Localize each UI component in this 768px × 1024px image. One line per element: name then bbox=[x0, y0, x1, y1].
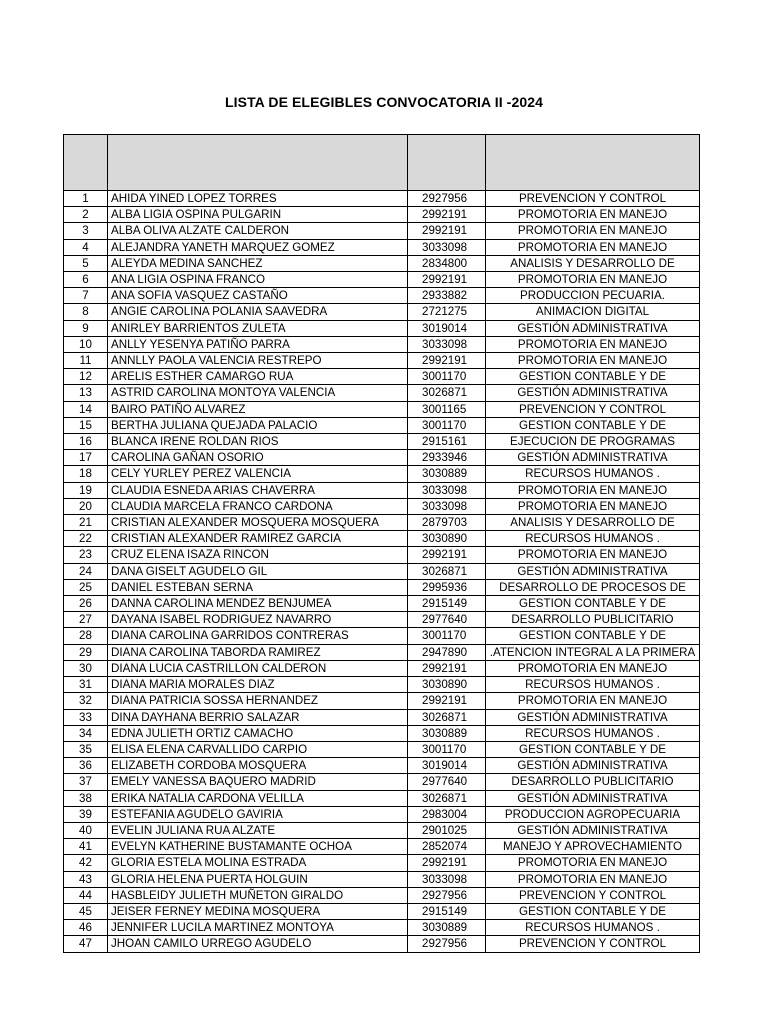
row-number: 44 bbox=[64, 887, 108, 903]
program-name: RECURSOS HUMANOS . bbox=[486, 531, 700, 547]
program-name: GESTIÓN ADMINISTRATIVA bbox=[486, 320, 700, 336]
program-code: 2992191 bbox=[408, 855, 486, 871]
program-name: PROMOTORIA EN MANEJO bbox=[486, 336, 700, 352]
person-name: ESTEFANIA AGUDELO GAVIRIA bbox=[108, 806, 408, 822]
program-code: 2721275 bbox=[408, 304, 486, 320]
table-row bbox=[64, 806, 700, 822]
program-name: DESARROLLO DE PROCESOS DE bbox=[486, 579, 700, 595]
row-number: 34 bbox=[64, 725, 108, 741]
document-title: LISTA DE ELEGIBLES CONVOCATORIA II -2024 bbox=[224, 94, 543, 110]
table-row bbox=[64, 385, 700, 401]
table-row bbox=[64, 579, 700, 595]
program-code: 2992191 bbox=[408, 223, 486, 239]
table-row bbox=[64, 353, 700, 369]
program-name: GESTION CONTABLE Y DE bbox=[486, 628, 700, 644]
person-name: BAIRO PATIÑO ALVAREZ bbox=[108, 401, 408, 417]
person-name: BERTHA JULIANA QUEJADA PALACIO bbox=[108, 417, 408, 433]
program-code: 2927956 bbox=[408, 887, 486, 903]
person-name: ANGIE CAROLINA POLANIA SAAVEDRA bbox=[108, 304, 408, 320]
program-name: GESTIÓN ADMINISTRATIVA bbox=[486, 385, 700, 401]
row-number: 10 bbox=[64, 336, 108, 352]
person-name: ANIRLEY BARRIENTOS ZULETA bbox=[108, 320, 408, 336]
table-row bbox=[64, 839, 700, 855]
program-name: GESTION CONTABLE Y DE bbox=[486, 417, 700, 433]
row-number: 11 bbox=[64, 353, 108, 369]
row-number: 8 bbox=[64, 304, 108, 320]
row-number: 30 bbox=[64, 660, 108, 676]
program-code: 3026871 bbox=[408, 385, 486, 401]
table-row bbox=[64, 255, 700, 271]
table-row bbox=[64, 401, 700, 417]
program-name: GESTION CONTABLE Y DE bbox=[486, 369, 700, 385]
program-code: 2933946 bbox=[408, 450, 486, 466]
row-number: 7 bbox=[64, 288, 108, 304]
row-number: 41 bbox=[64, 839, 108, 855]
person-name: DIANA CAROLINA GARRIDOS CONTRERAS bbox=[108, 628, 408, 644]
program-name: GESTION CONTABLE Y DE bbox=[486, 741, 700, 757]
program-name: PROMOTORIA EN MANEJO bbox=[486, 353, 700, 369]
person-name: ALBA LIGIA OSPINA PULGARIN bbox=[108, 207, 408, 223]
table-row bbox=[64, 774, 700, 790]
table-row bbox=[64, 660, 700, 676]
program-name: EJECUCION DE PROGRAMAS bbox=[486, 434, 700, 450]
person-name: ALBA OLIVA ALZATE CALDERON bbox=[108, 223, 408, 239]
program-code: 3001165 bbox=[408, 401, 486, 417]
row-number: 3 bbox=[64, 223, 108, 239]
row-number: 26 bbox=[64, 596, 108, 612]
table-row bbox=[64, 207, 700, 223]
program-name: PRODUCCION PECUARIA. bbox=[486, 288, 700, 304]
row-number: 21 bbox=[64, 515, 108, 531]
program-name: PREVENCION Y CONTROL bbox=[486, 401, 700, 417]
row-number: 5 bbox=[64, 255, 108, 271]
program-code: 2992191 bbox=[408, 207, 486, 223]
program-code: 3030889 bbox=[408, 466, 486, 482]
program-code: 3001170 bbox=[408, 741, 486, 757]
table-row bbox=[64, 304, 700, 320]
row-number: 24 bbox=[64, 563, 108, 579]
program-name: RECURSOS HUMANOS . bbox=[486, 920, 700, 936]
row-number: 20 bbox=[64, 498, 108, 514]
person-name: DIANA PATRICIA SOSSA HERNANDEZ bbox=[108, 693, 408, 709]
table-row bbox=[64, 871, 700, 887]
program-code: 2915149 bbox=[408, 903, 486, 919]
table-row bbox=[64, 563, 700, 579]
table-row bbox=[64, 288, 700, 304]
table-row bbox=[64, 515, 700, 531]
program-name: PRODUCCION AGROPECUARIA bbox=[486, 806, 700, 822]
table-row bbox=[64, 482, 700, 498]
table-row bbox=[64, 822, 700, 838]
table-row bbox=[64, 628, 700, 644]
program-code: 2992191 bbox=[408, 272, 486, 288]
row-number: 42 bbox=[64, 855, 108, 871]
program-name: ANALISIS Y DESARROLLO DE bbox=[486, 255, 700, 271]
program-code: 3033098 bbox=[408, 336, 486, 352]
row-number: 9 bbox=[64, 320, 108, 336]
row-number: 40 bbox=[64, 822, 108, 838]
person-name: CLAUDIA MARCELA FRANCO CARDONA bbox=[108, 498, 408, 514]
person-name: ALEJANDRA YANETH MARQUEZ GOMEZ bbox=[108, 239, 408, 255]
program-name: RECURSOS HUMANOS . bbox=[486, 725, 700, 741]
program-code: 2977640 bbox=[408, 612, 486, 628]
program-code: 3026871 bbox=[408, 709, 486, 725]
table-row bbox=[64, 920, 700, 936]
row-number: 13 bbox=[64, 385, 108, 401]
program-code: 2992191 bbox=[408, 353, 486, 369]
table-row bbox=[64, 223, 700, 239]
row-number: 46 bbox=[64, 920, 108, 936]
row-number: 23 bbox=[64, 547, 108, 563]
table-row bbox=[64, 903, 700, 919]
table-row bbox=[64, 741, 700, 757]
person-name: CRUZ ELENA ISAZA RINCON bbox=[108, 547, 408, 563]
row-number: 36 bbox=[64, 758, 108, 774]
program-code: 2992191 bbox=[408, 660, 486, 676]
program-code: 2947890 bbox=[408, 644, 486, 660]
program-name: .ATENCION INTEGRAL A LA PRIMERA bbox=[486, 644, 700, 660]
row-number: 38 bbox=[64, 790, 108, 806]
person-name: CAROLINA GAÑAN OSORIO bbox=[108, 450, 408, 466]
person-name: ASTRID CAROLINA MONTOYA VALENCIA bbox=[108, 385, 408, 401]
person-name: HASBLEIDY JULIETH MUÑETON GIRALDO bbox=[108, 887, 408, 903]
program-code: 2915149 bbox=[408, 596, 486, 612]
program-code: 3026871 bbox=[408, 563, 486, 579]
program-code: 3030889 bbox=[408, 725, 486, 741]
program-name: PROMOTORIA EN MANEJO bbox=[486, 207, 700, 223]
person-name: ANNLLY PAOLA VALENCIA RESTREPO bbox=[108, 353, 408, 369]
person-name: ARELIS ESTHER CAMARGO RUA bbox=[108, 369, 408, 385]
program-code: 3001170 bbox=[408, 628, 486, 644]
person-name: DANNA CAROLINA MENDEZ BENJUMEA bbox=[108, 596, 408, 612]
program-code: 3019014 bbox=[408, 320, 486, 336]
program-code: 3033098 bbox=[408, 871, 486, 887]
row-number: 12 bbox=[64, 369, 108, 385]
table-row bbox=[64, 434, 700, 450]
table-header-row bbox=[64, 135, 700, 191]
program-name: PROMOTORIA EN MANEJO bbox=[486, 482, 700, 498]
program-code: 3019014 bbox=[408, 758, 486, 774]
program-code: 3030889 bbox=[408, 920, 486, 936]
table-row bbox=[64, 936, 700, 952]
program-name: PROMOTORIA EN MANEJO bbox=[486, 498, 700, 514]
program-code: 2927956 bbox=[408, 191, 486, 207]
program-code: 2852074 bbox=[408, 839, 486, 855]
row-number: 31 bbox=[64, 677, 108, 693]
program-name: GESTION CONTABLE Y DE bbox=[486, 903, 700, 919]
row-number: 16 bbox=[64, 434, 108, 450]
program-name: PREVENCION Y CONTROL bbox=[486, 191, 700, 207]
row-number: 37 bbox=[64, 774, 108, 790]
table-row bbox=[64, 320, 700, 336]
program-name: PROMOTORIA EN MANEJO bbox=[486, 660, 700, 676]
program-code: 2927956 bbox=[408, 936, 486, 952]
header-cell-code bbox=[408, 135, 486, 191]
header-cell-number bbox=[64, 135, 108, 191]
person-name: DIANA MARIA MORALES DIAZ bbox=[108, 677, 408, 693]
program-name: RECURSOS HUMANOS . bbox=[486, 466, 700, 482]
person-name: EVELYN KATHERINE BUSTAMANTE OCHOA bbox=[108, 839, 408, 855]
table-row bbox=[64, 531, 700, 547]
table-row bbox=[64, 677, 700, 693]
row-number: 43 bbox=[64, 871, 108, 887]
program-name: PROMOTORIA EN MANEJO bbox=[486, 855, 700, 871]
table-row bbox=[64, 887, 700, 903]
table-row bbox=[64, 336, 700, 352]
program-code: 3033098 bbox=[408, 239, 486, 255]
program-code: 2992191 bbox=[408, 693, 486, 709]
row-number: 18 bbox=[64, 466, 108, 482]
person-name: ERIKA NATALIA CARDONA VELILLA bbox=[108, 790, 408, 806]
row-number: 32 bbox=[64, 693, 108, 709]
program-name: PROMOTORIA EN MANEJO bbox=[486, 693, 700, 709]
program-name: RECURSOS HUMANOS . bbox=[486, 677, 700, 693]
header-cell-program bbox=[486, 135, 700, 191]
table-row bbox=[64, 272, 700, 288]
person-name: JHOAN CAMILO URREGO AGUDELO bbox=[108, 936, 408, 952]
person-name: DAYANA ISABEL RODRIGUEZ NAVARRO bbox=[108, 612, 408, 628]
table-row bbox=[64, 855, 700, 871]
table-row bbox=[64, 709, 700, 725]
program-name: PROMOTORIA EN MANEJO bbox=[486, 272, 700, 288]
person-name: AHIDA YINED LOPEZ TORRES bbox=[108, 191, 408, 207]
program-code: 3033098 bbox=[408, 498, 486, 514]
person-name: ALEYDA MEDINA SANCHEZ bbox=[108, 255, 408, 271]
row-number: 4 bbox=[64, 239, 108, 255]
program-name: PREVENCION Y CONTROL bbox=[486, 936, 700, 952]
program-code: 3030890 bbox=[408, 677, 486, 693]
program-name: GESTIÓN ADMINISTRATIVA bbox=[486, 709, 700, 725]
person-name: DANA GISELT AGUDELO GIL bbox=[108, 563, 408, 579]
row-number: 29 bbox=[64, 644, 108, 660]
eligibles-table bbox=[63, 134, 700, 953]
person-name: DINA DAYHANA BERRIO SALAZAR bbox=[108, 709, 408, 725]
program-code: 3001170 bbox=[408, 369, 486, 385]
program-name: DESARROLLO PUBLICITARIO bbox=[486, 774, 700, 790]
row-number: 19 bbox=[64, 482, 108, 498]
program-code: 2901025 bbox=[408, 822, 486, 838]
program-code: 2915161 bbox=[408, 434, 486, 450]
person-name: ELIZABETH CORDOBA MOSQUERA bbox=[108, 758, 408, 774]
person-name: ANLLY YESENYA PATIÑO PARRA bbox=[108, 336, 408, 352]
table-row bbox=[64, 466, 700, 482]
program-name: ANIMACION DIGITAL bbox=[486, 304, 700, 320]
person-name: ANA SOFIA VASQUEZ CASTAÑO bbox=[108, 288, 408, 304]
row-number: 27 bbox=[64, 612, 108, 628]
person-name: EDNA JULIETH ORTIZ CAMACHO bbox=[108, 725, 408, 741]
program-code: 2977640 bbox=[408, 774, 486, 790]
person-name: EVELIN JULIANA RUA ALZATE bbox=[108, 822, 408, 838]
row-number: 28 bbox=[64, 628, 108, 644]
person-name: CRISTIAN ALEXANDER RAMIREZ GARCIA bbox=[108, 531, 408, 547]
table-row bbox=[64, 596, 700, 612]
program-code: 3033098 bbox=[408, 482, 486, 498]
person-name: DIANA LUCIA CASTRILLON CALDERON bbox=[108, 660, 408, 676]
program-code: 2983004 bbox=[408, 806, 486, 822]
person-name: BLANCA IRENE ROLDAN RIOS bbox=[108, 434, 408, 450]
program-name: GESTIÓN ADMINISTRATIVA bbox=[486, 822, 700, 838]
row-number: 45 bbox=[64, 903, 108, 919]
program-code: 3030890 bbox=[408, 531, 486, 547]
person-name: CELY YURLEY PEREZ VALENCIA bbox=[108, 466, 408, 482]
person-name: CRISTIAN ALEXANDER MOSQUERA MOSQUERA bbox=[108, 515, 408, 531]
program-name: MANEJO Y APROVECHAMIENTO bbox=[486, 839, 700, 855]
person-name: EMELY VANESSA BAQUERO MADRID bbox=[108, 774, 408, 790]
program-name: GESTIÓN ADMINISTRATIVA bbox=[486, 563, 700, 579]
program-name: GESTION CONTABLE Y DE bbox=[486, 596, 700, 612]
person-name: GLORIA HELENA PUERTA HOLGUIN bbox=[108, 871, 408, 887]
row-number: 39 bbox=[64, 806, 108, 822]
row-number: 17 bbox=[64, 450, 108, 466]
row-number: 22 bbox=[64, 531, 108, 547]
program-code: 2933882 bbox=[408, 288, 486, 304]
table-row bbox=[64, 450, 700, 466]
person-name: ELISA ELENA CARVALLIDO CARPIO bbox=[108, 741, 408, 757]
table-row bbox=[64, 498, 700, 514]
person-name: DANIEL ESTEBAN SERNA bbox=[108, 579, 408, 595]
table-row bbox=[64, 191, 700, 207]
table-row bbox=[64, 547, 700, 563]
row-number: 2 bbox=[64, 207, 108, 223]
person-name: ANA LIGIA OSPINA FRANCO bbox=[108, 272, 408, 288]
table-row bbox=[64, 790, 700, 806]
row-number: 14 bbox=[64, 401, 108, 417]
eligibles-table-body bbox=[64, 135, 700, 953]
person-name: CLAUDIA ESNEDA ARIAS CHAVERRA bbox=[108, 482, 408, 498]
program-name: GESTIÓN ADMINISTRATIVA bbox=[486, 758, 700, 774]
person-name: JENNIFER LUCILA MARTINEZ MONTOYA bbox=[108, 920, 408, 936]
program-code: 2834800 bbox=[408, 255, 486, 271]
table-row bbox=[64, 369, 700, 385]
row-number: 6 bbox=[64, 272, 108, 288]
table-row bbox=[64, 612, 700, 628]
row-number: 1 bbox=[64, 191, 108, 207]
table-row bbox=[64, 417, 700, 433]
row-number: 25 bbox=[64, 579, 108, 595]
table-row bbox=[64, 644, 700, 660]
row-number: 33 bbox=[64, 709, 108, 725]
row-number: 35 bbox=[64, 741, 108, 757]
table-row bbox=[64, 693, 700, 709]
row-number: 15 bbox=[64, 417, 108, 433]
program-name: ANALISIS Y DESARROLLO DE bbox=[486, 515, 700, 531]
header-cell-name bbox=[108, 135, 408, 191]
program-name: PROMOTORIA EN MANEJO bbox=[486, 223, 700, 239]
program-code: 3001170 bbox=[408, 417, 486, 433]
table-row bbox=[64, 239, 700, 255]
table-row bbox=[64, 725, 700, 741]
program-name: DESARROLLO PUBLICITARIO bbox=[486, 612, 700, 628]
program-name: PROMOTORIA EN MANEJO bbox=[486, 547, 700, 563]
program-name: PREVENCION Y CONTROL bbox=[486, 887, 700, 903]
person-name: DIANA CAROLINA TABORDA RAMIREZ bbox=[108, 644, 408, 660]
program-name: PROMOTORIA EN MANEJO bbox=[486, 871, 700, 887]
program-name: GESTIÓN ADMINISTRATIVA bbox=[486, 790, 700, 806]
program-code: 2995936 bbox=[408, 579, 486, 595]
person-name: JEISER FERNEY MEDINA MOSQUERA bbox=[108, 903, 408, 919]
program-name: PROMOTORIA EN MANEJO bbox=[486, 239, 700, 255]
program-code: 2992191 bbox=[408, 547, 486, 563]
person-name: GLORIA ESTELA MOLINA ESTRADA bbox=[108, 855, 408, 871]
program-code: 3026871 bbox=[408, 790, 486, 806]
program-name: GESTIÓN ADMINISTRATIVA bbox=[486, 450, 700, 466]
table-row bbox=[64, 758, 700, 774]
row-number: 47 bbox=[64, 936, 108, 952]
program-code: 2879703 bbox=[408, 515, 486, 531]
